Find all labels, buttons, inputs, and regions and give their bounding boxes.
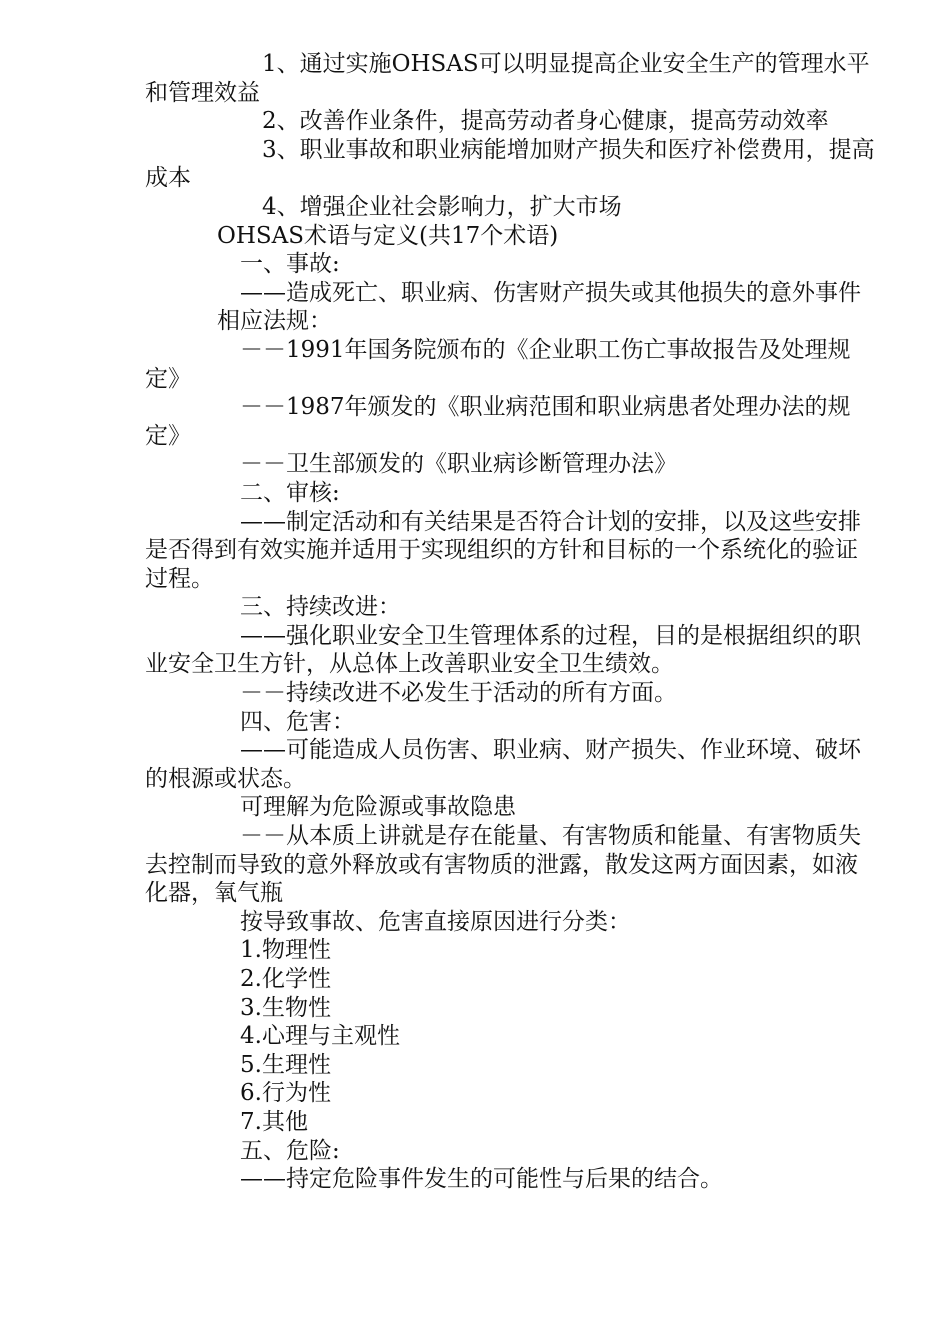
paragraph: 4、增强企业社会影响力，扩大市场 (262, 193, 622, 220)
term-heading: 五、危险: (240, 1137, 340, 1164)
regulation-item: －－1991年国务院颁布的《企业职工伤亡事故报告及处理规定》 (145, 336, 851, 392)
definition: ——强化职业安全卫生管理体系的过程，目的是根据组织的职业安全卫生方针，从总体上改善职业安全卫生绩效。 (145, 622, 861, 678)
list-item: 2.化学性 (240, 966, 331, 992)
paragraph: 3、职业事故和职业病能增加财产损失和医疗补偿费用，提高成本 (145, 136, 875, 192)
term-heading: 三、持续改进： (240, 594, 401, 621)
regulation-item: －－1987年颁发的《职业病范围和职业病患者处理办法的规定》 (145, 394, 851, 449)
section-title: OHSAS术语与定义(共17个术语) (217, 222, 559, 249)
definition-note: 可理解为危险源或事故隐患 (240, 794, 516, 821)
list-item: 5.生理性 (240, 1051, 331, 1078)
list-item: 3.生物性 (240, 994, 331, 1021)
subheading: 相应法规： (217, 308, 332, 335)
list-item: 4.心理与主观性 (240, 1023, 400, 1050)
term-heading: 四、危害： (240, 708, 355, 735)
regulation-item: －－卫生部颁发的《职业病诊断管理办法》 (240, 451, 677, 478)
definition: ——可能造成人员伤害、职业病、财产损失、作业环境、破坏的根源或状态。 (145, 737, 861, 792)
list-item: 6.行为性 (240, 1080, 331, 1107)
term-heading: 一、事故: (240, 251, 340, 278)
definition: ——制定活动和有关结果是否符合计划的安排，以及这些安排是否得到有效实施并适用于实现组织的方针和目标的一个系统化的验证过程。 (145, 508, 861, 592)
list-item: 1.物理性 (240, 937, 331, 964)
classification-heading: 按导致事故、危害直接原因进行分类： (240, 908, 631, 935)
paragraph: 2、改善作业条件，提高劳动者身心健康，提高劳动效率 (262, 108, 829, 135)
definition: ——持定危险事件发生的可能性与后果的结合。 (240, 1166, 723, 1193)
list-item: 7.其他 (240, 1108, 308, 1135)
document-body (145, 50, 875, 1194)
definition-note: －－从本质上讲就是存在能量、有害物质和能量、有害物质失去控制而导致的意外释放或有害物质的泄露，散发这两方面因素，如液化器，氧气瓶 (145, 823, 861, 907)
term-heading: 二、审核: (240, 479, 340, 506)
paragraph: 1、通过实施OHSAS可以明显提高企业安全生产的管理水平和管理效益 (145, 51, 870, 106)
definition: ——造成死亡、职业病、伤害财产损失或其他损失的意外事件 (240, 279, 861, 306)
definition-note: －－持续改进不必发生于活动的所有方面。 (240, 680, 677, 707)
